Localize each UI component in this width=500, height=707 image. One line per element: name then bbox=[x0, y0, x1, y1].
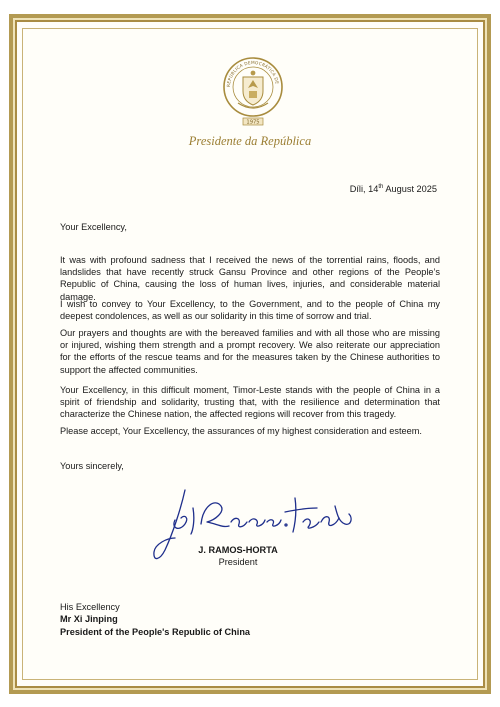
coat-of-arms-seal-icon bbox=[220, 47, 286, 131]
seal-circular-text: REPÚBLICA DEMOCRÁTICA DE bbox=[226, 60, 279, 88]
body-paragraph: It was with profound sadness that I received the news of the torrential rains, floods, and landslides that have recently struck Gansu Province and other regions of the People’s Republic of China, causing the loss of human lives, injuries, and considerable material damage. bbox=[60, 255, 440, 302]
seal-year: 1975 bbox=[246, 119, 260, 126]
date-ordinal: th bbox=[378, 184, 384, 190]
body-paragraph: Please accept, Your Excellency, the assurances of my highest consideration and esteem. bbox=[60, 426, 422, 436]
date-place: Díli, 14 bbox=[349, 184, 379, 195]
body-paragraph: Our prayers and thoughts are with the bereaved families and with all those who are missing or injured, wishing them strength and a prompt recovery. We also reiterate our appreciation for the efforts of the rescue teams and for the measures taken by the Chinese authorities to support the affected communities. bbox=[60, 328, 440, 375]
addressee-honorific: His Excellency bbox=[60, 602, 120, 612]
addressee-title: President of the People's Republic of China bbox=[60, 627, 251, 637]
closing: Yours sincerely, bbox=[60, 461, 124, 471]
date-rest: August 2025 bbox=[383, 184, 437, 195]
office-title: Presidente da República bbox=[188, 134, 312, 148]
body-paragraph: I wish to convey to Your Excellency, to the Government, and to the people of China my deepest condolences, as well as our solidarity in this time of sorrow and trial. bbox=[60, 299, 440, 322]
signatory-name: J. RAMOS-HORTA bbox=[198, 545, 278, 555]
addressee-name: Mr Xi Jinping bbox=[60, 614, 118, 624]
letter-date bbox=[350, 184, 437, 194]
signatory-title: President bbox=[218, 557, 258, 567]
body-paragraph: Your Excellency, in this difficult moment, Timor-Leste stands with the people of China in a spirit of friendship and solidarity, trusting that, with the resilience and determination that characterize the Chinese nation, the affected regions will recover from this tragedy. bbox=[60, 385, 440, 420]
salutation: Your Excellency, bbox=[60, 222, 127, 232]
